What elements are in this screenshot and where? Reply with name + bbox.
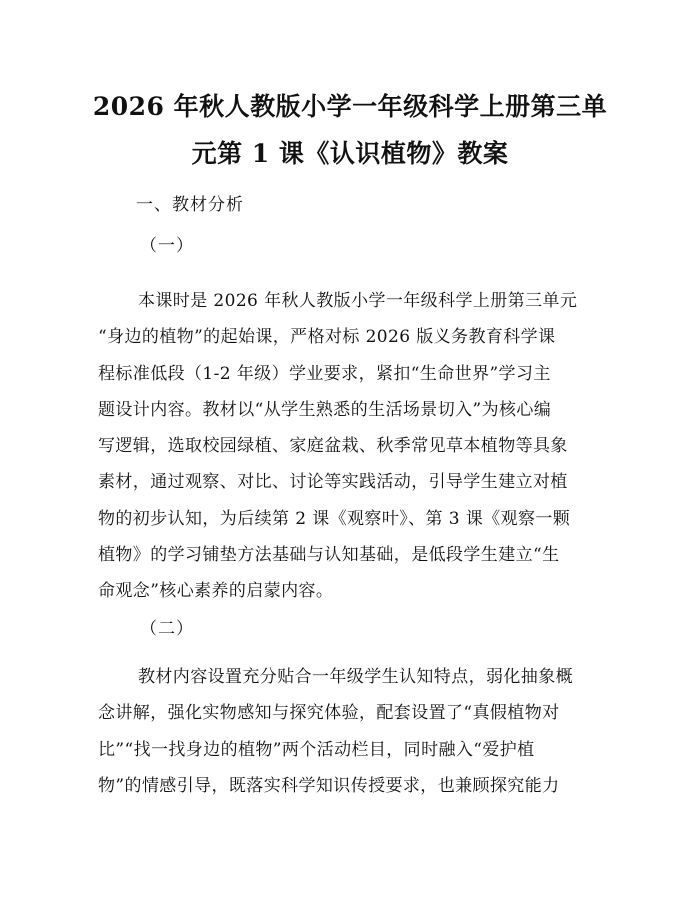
- paragraph-line: 植物》的学习铺垫方法基础与认知基础，是低段学生建立“生: [98, 545, 560, 566]
- subsection-heading-2: （二）: [140, 619, 194, 639]
- paragraph-line: 念讲解，强化实物感知与探究体验，配套设置了“真假植物对: [98, 703, 560, 724]
- paragraph-line: “身边的植物”的起始课，严格对标 2026 版义务教育科学课: [98, 327, 556, 348]
- paragraph-line: 物的初步认知，为后续第 2 课《观察叶》、第 3 课《观察一颗: [98, 508, 571, 529]
- paragraph-line: 教材内容设置充分贴合一年级学生认知特点，弱化抽象概: [138, 667, 573, 687]
- paragraph-line: 本课时是 2026 年秋人教版小学一年级科学上册第三单元: [138, 291, 578, 311]
- section-heading: 一、教材分析: [136, 195, 244, 215]
- paragraph-1: [98, 283, 606, 610]
- subsection-heading-1: （一）: [140, 236, 194, 256]
- paragraph-2: [98, 659, 606, 804]
- document-title-line-2: 元第 1 课《认识植物》教案: [191, 139, 509, 168]
- paragraph-line: 比”“找一找身边的植物”两个活动栏目，同时融入“爱护植: [98, 739, 535, 760]
- paragraph-line: 物”的情感引导，既落实科学知识传授要求，也兼顾探究能力: [98, 775, 560, 796]
- paragraph-line: 素材，通过观察、对比、讨论等实践活动，引导学生建立对植: [98, 472, 568, 493]
- paragraph-line: 题设计内容。教材以“从学生熟悉的生活场景切入”为核心编: [98, 399, 552, 420]
- paragraph-line: 写逻辑，选取校园绿植、家庭盆栽、秋季常见草本植物等具象: [98, 436, 568, 457]
- paragraph-line: 程标准低段（1-2 年级）学业要求，紧扣“生命世界”学习主: [98, 363, 551, 384]
- paragraph-line: 命观念”核心素养的启蒙内容。: [98, 581, 334, 602]
- document-title-line-1: 2026 年秋人教版小学一年级科学上册第三单: [92, 92, 608, 121]
